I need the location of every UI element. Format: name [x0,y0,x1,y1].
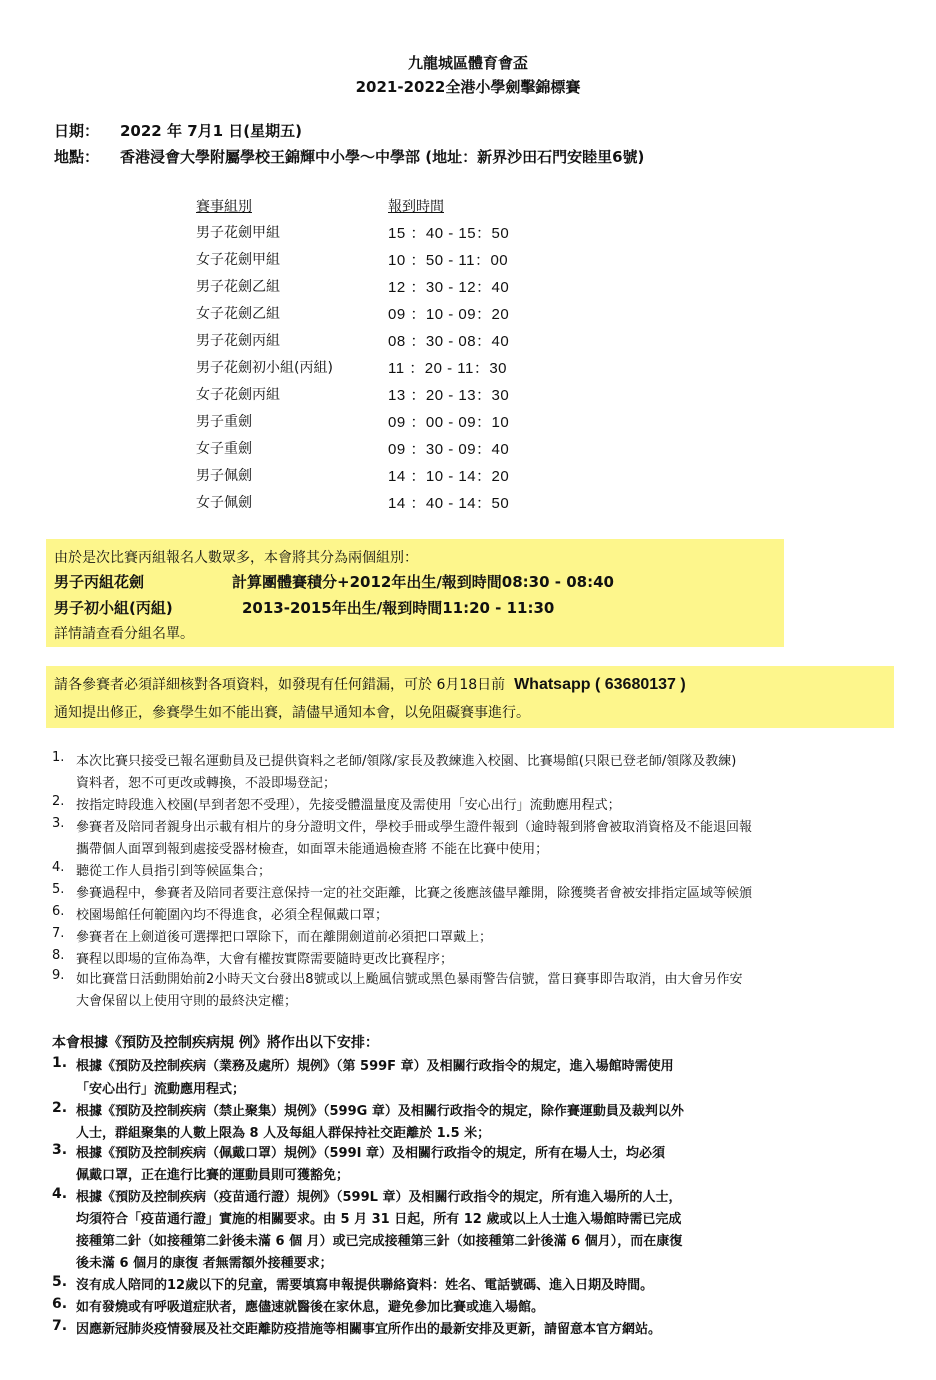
rule-number: 8. [52,948,65,963]
arrangement-text: 根據《預防及控制疾病（業務及處所）規例》（第 599F 章）及相關行政指令的規定，進入場館時需使用 [76,1059,674,1074]
rule-number: 5. [52,882,65,897]
rule-number: 9. [52,968,65,983]
arrangement-number: 3. [52,1142,68,1158]
verification-line-2: 通知提出修正，參賽學生如不能出賽，請儘早通知本會，以免阻礙賽事進行。 [54,705,530,721]
schedule-time: 10 ：50 - 11：00 [388,252,509,269]
schedule-event: 女子花劍乙組 [196,306,280,322]
schedule-row [0,411,936,438]
rule-line [0,794,936,816]
rule-line [0,816,936,838]
schedule-row [0,438,936,465]
schedule-event: 女子花劍甲組 [196,252,280,268]
venue-label: 地點： [54,148,100,166]
arrangement-text: 佩戴口罩，正在進行比賽的運動員則可獲豁免； [76,1168,350,1183]
rule-text: 攜帶個人面罩到報到處接受器材檢查，如面罩未能通過檢查將 不能在比賽中使用； [76,842,549,857]
schedule-row [0,276,936,303]
arrangement-line [0,1274,936,1296]
verification-notice [46,666,894,728]
schedule-time: 14 ：10 - 14：20 [388,468,510,485]
schedule-event: 女子佩劍 [196,495,252,511]
rule-text: 大會保留以上使用守則的最終決定權； [76,994,298,1009]
schedule-row [0,303,936,330]
arrangement-line [0,1318,936,1340]
schedule-header-event: 賽事組別 [196,199,252,215]
arrangement-line [0,1186,936,1208]
arrangement-line [0,1100,936,1122]
arrangement-text: 均須符合「疫苗通行證」實施的相關要求。由 5 月 31 日起，所有 12 歲或以上人士進入場館時需已完成 [76,1212,682,1227]
rule-text: 資料者，恕不可更改或轉換，不設即場登記； [76,776,337,791]
rule-line [0,990,936,1012]
notice-intro: 由於是次比賽丙組報名人數眾多，本會將其分為兩個組別： [54,550,418,566]
rule-number: 3. [52,816,65,831]
schedule-event: 男子花劍甲組 [196,225,280,241]
date-label: 日期： [54,122,100,140]
date-line [54,120,302,141]
rule-line [0,904,936,926]
notice-group-1-detail: 計算團體賽積分+2012年出生/報到時間08:30 - 08:40 [232,573,614,591]
arrangement-line [0,1164,936,1186]
schedule-time: 09 ：00 - 09：10 [388,414,510,431]
arrangement-line [0,1142,936,1164]
rule-text: 校園場館任何範圍內均不得進食，必須全程佩戴口罩； [76,908,389,923]
schedule-event: 男子花劍初小組(丙組) [196,360,333,376]
arrangement-text: 根據《預防及控制疾病（佩戴口罩）規例》（599I 章）及相關行政指令的規定，所有在場人士，均必須 [76,1146,665,1161]
arrangement-text: 如有發燒或有呼吸道症狀者，應儘速就醫後在家休息，避免參加比賽或進入場館。 [76,1300,545,1315]
schedule-time: 09 ：30 - 09：40 [388,441,510,458]
schedule-header-time: 報到時間 [388,199,444,215]
arrangement-number: 7. [52,1318,68,1334]
arrangement-line [0,1230,936,1252]
schedule-time: 14 ：40 - 14：50 [388,495,510,512]
schedule-row [0,222,936,249]
rule-line [0,772,936,794]
arrangement-text: 沒有成人陪同的12歲以下的兒童，需要填寫申報提供聯絡資料：姓名、電話號碼、進入日期及時間。 [76,1278,654,1293]
schedule-time: 12 ：30 - 12：40 [388,279,510,296]
venue-value: 香港浸會大學附屬學校王錦輝中小學～中學部 (地址：新界沙田石門安睦里6號) [120,148,645,166]
arrangement-text: 「安心出行」流動應用程式； [76,1082,246,1097]
schedule-time: 11 ：20 - 11：30 [388,360,508,377]
arrangement-line [0,1296,936,1318]
schedule-row [0,465,936,492]
arrangement-text: 根據《預防及控制疾病（疫苗通行證）規例》（599L 章）及相關行政指令的規定，所有進入場所的人士， [76,1190,682,1205]
notice-group-row-1 [54,571,614,592]
rule-text: 本次比賽只接受已報名運動員及已提供資料之老師/領隊/家長及教練進入校園、比賽場館(只限已登老師/領隊及教練) [76,754,737,769]
rule-number: 4. [52,860,65,875]
arrangement-text: 後未滿 6 個月的康復 者無需額外接種要求； [76,1256,333,1271]
arrangement-text: 人士，群組聚集的人數上限為 8 人及每組人群保持社交距離於 1.5 米； [76,1126,491,1141]
rule-text: 如比賽當日活動開始前2小時天文台發出8號或以上颱風信號或黑色暴雨警告信號，當日賽事即告取消，由大會另作安 [76,972,743,987]
schedule-time: 15 ：40 - 15：50 [388,225,510,242]
notice-group-2-name: 男子初小組(丙組) [54,599,173,617]
arrangement-text: 接種第二針（如接種第二針後未滿 6 個 月）或已完成接種第三針（如接種第二針後滿 6 個月），而在康復 [76,1234,683,1249]
arrangement-text: 因應新冠肺炎疫情發展及社交距離防疫措施等相關事宜所作出的最新安排及更新，請留意本官方網站。 [76,1322,662,1337]
schedule-time: 09 ：10 - 09：20 [388,306,510,323]
rule-text: 參賽者及陪同者親身出示載有相片的身分證明文件，學校手冊或學生證件報到（逾時報到將會被取消資格及不能退回報 [76,820,753,835]
arrangement-number: 5. [52,1274,68,1290]
rule-text: 參賽者在上劍道後可選擇把口罩除下，而在離開劍道前必須把口罩戴上； [76,930,493,945]
schedule-row [0,384,936,411]
schedule-event: 男子重劍 [196,414,252,430]
rule-text: 賽程以即場的宣佈為準，大會有權按實際需要隨時更改比賽程序； [76,952,454,967]
schedule-row [0,492,936,519]
whatsapp-contact: Whatsapp ( 63680137 ) [514,676,686,693]
verification-line-1 [54,674,686,694]
arrangement-line [0,1078,936,1100]
rule-text: 按指定時段進入校園(早到者恕不受理），先接受體溫量度及需使用「安心出行」流動應用程式； [76,798,621,813]
arrangement-line [0,1252,936,1274]
rule-number: 2. [52,794,65,809]
notice-group-2-detail: 2013-2015年出生/報到時間11:20 - 11:30 [242,599,555,617]
arrangement-line [0,1122,936,1144]
rule-number: 6. [52,904,65,919]
arrangement-number: 1. [52,1055,68,1071]
arrangement-text: 根據《預防及控制疾病（禁止聚集）規例》（599G 章）及相關行政指令的規定，除作賽運動員及裁判以外 [76,1104,684,1119]
rule-text: 聽從工作人員指引到等候區集合； [76,864,272,879]
rule-line [0,926,936,948]
rule-text: 參賽過程中，參賽者及陪同者要注意保持一定的社交距離，比賽之後應該儘早離開，除獲獎者會被安排指定區域等候頒 [76,886,753,901]
schedule-event: 男子佩劍 [196,468,252,484]
arrangements-title: 本會根據《預防及控制疾病規 例》將作出以下安排： [52,1035,379,1051]
schedule-row [0,249,936,276]
document-title: 九龍城區體育會盃 [407,54,528,72]
rule-line [0,860,936,882]
schedule-time: 13 ：20 - 13：30 [388,387,510,404]
arrangement-number: 4. [52,1186,68,1202]
date-value: 2022 年 7月1 日(星期五) [120,122,303,140]
schedule-row [0,330,936,357]
notice-group-1-name: 男子丙組花劍 [54,573,145,591]
document-subtitle: 2021-2022全港小學劍擊錦標賽 [355,78,581,96]
schedule-event: 女子重劍 [196,441,252,457]
schedule-time: 08 ：30 - 08：40 [388,333,510,350]
schedule-event: 男子花劍乙組 [196,279,280,295]
notice-see-list: 詳情請查看分組名單。 [54,626,194,642]
rule-line [0,750,936,772]
arrangement-line [0,1055,936,1077]
rule-number: 7. [52,926,65,941]
arrangement-number: 6. [52,1296,68,1312]
arrangement-number: 2. [52,1100,68,1116]
schedule-event: 男子花劍丙組 [196,333,280,349]
rule-line [0,882,936,904]
rule-line [0,948,936,970]
venue-line [54,146,644,167]
arrangement-line [0,1208,936,1230]
group-split-notice [46,539,784,647]
schedule-event: 女子花劍丙組 [196,387,280,403]
rule-line [0,838,936,860]
verification-text: 請各參賽者必須詳細核對各項資料，如發現有任何錯漏，可於 6月18日前 [54,677,506,693]
rule-line [0,968,936,990]
schedule-row [0,357,936,384]
rule-number: 1. [52,750,65,765]
notice-group-row-2 [54,597,555,618]
